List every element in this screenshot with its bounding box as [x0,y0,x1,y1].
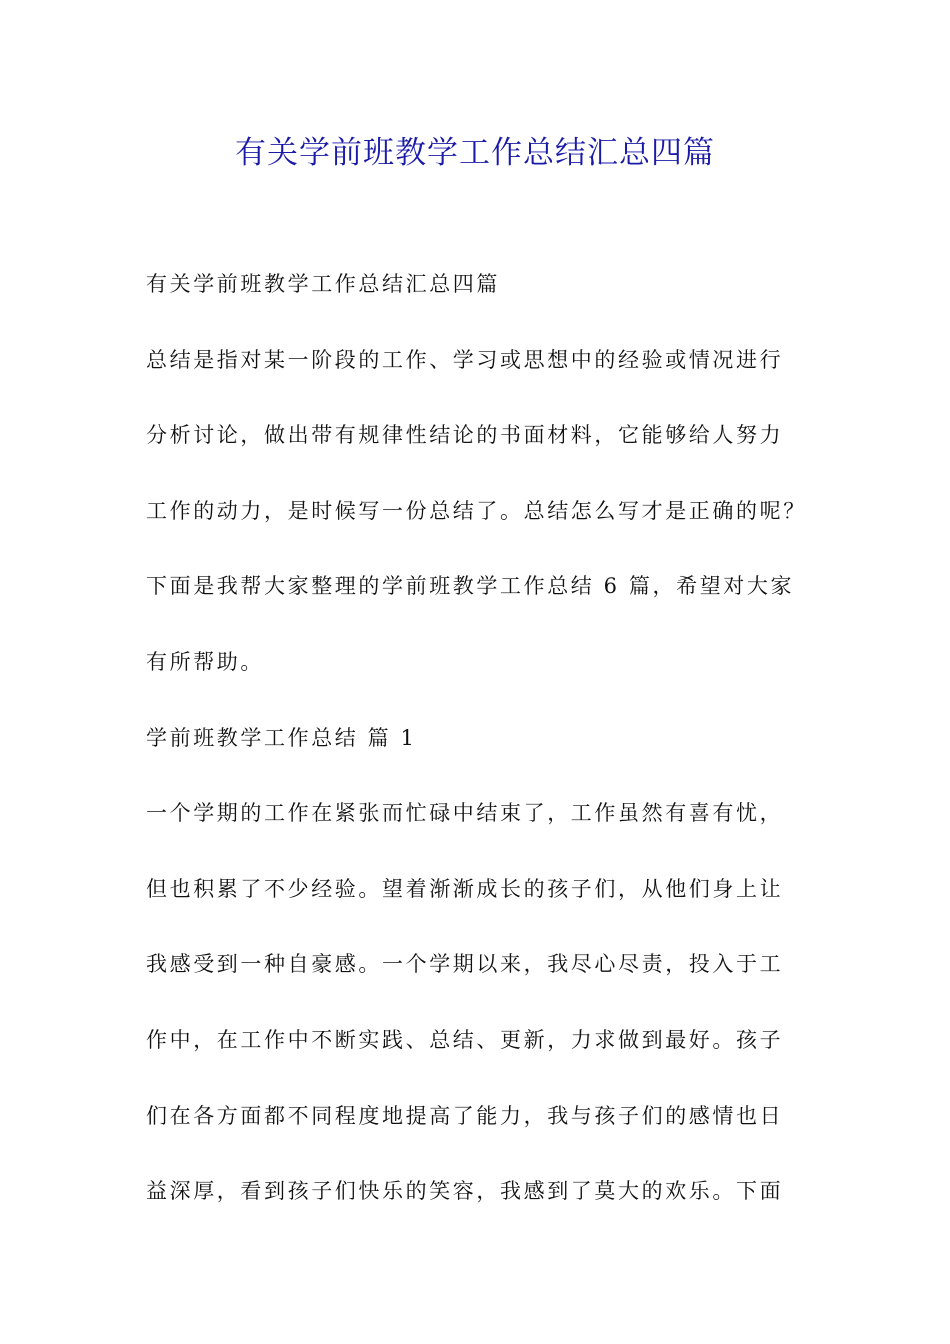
body-line: 作中，在工作中不断实践、总结、更新，力求做到最好。孩子 [146,1027,784,1052]
body-line: 总结是指对某一阶段的工作、学习或思想中的经验或情况进行 [146,347,784,372]
body-line: 益深厚，看到孩子们快乐的笑容，我感到了莫大的欢乐。下面 [146,1179,784,1204]
body-line: 们在各方面都不同程度地提高了能力，我与孩子们的感情也日 [146,1103,784,1128]
body-line: 有所帮助。 [146,649,264,674]
section-heading: 学前班教学工作总结 篇 1 [146,725,417,750]
body-line: 分析讨论，做出带有规律性结论的书面材料，它能够给人努力 [146,423,784,448]
document-title: 有关学前班教学工作总结汇总四篇 [235,135,715,171]
body-line: 我感受到一种自豪感。一个学期以来，我尽心尽责，投入于工 [146,952,784,977]
body-line-subtitle: 有关学前班教学工作总结汇总四篇 [146,272,500,296]
body-line: 下面是我帮大家整理的学前班教学工作总结 6 篇，希望对大家 [146,574,795,599]
body-line: 但也积累了不少经验。望着渐渐成长的孩子们，从他们身上让 [146,876,784,901]
body-line: 一个学期的工作在紧张而忙碌中结束了，工作虽然有喜有忧， [146,801,784,826]
body-line: 工作的动力，是时候写一份总结了。总结怎么写才是正确的呢？ [146,498,807,523]
document-body [146,262,846,1245]
